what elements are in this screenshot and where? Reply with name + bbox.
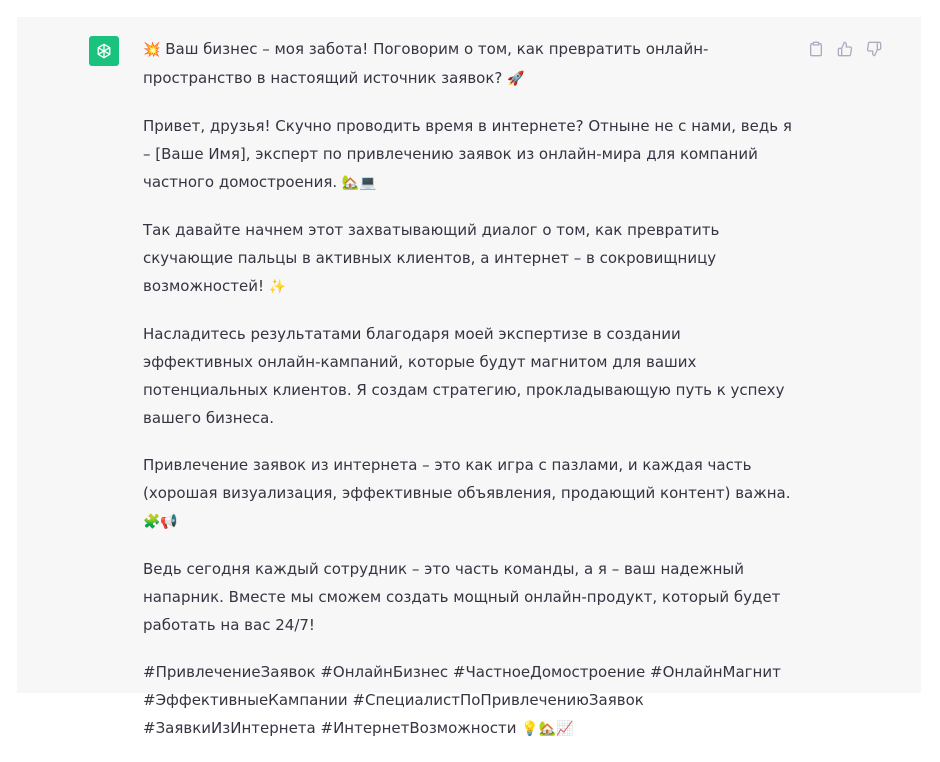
message-paragraph-7 <box>143 658 793 743</box>
message-paragraph-5 <box>143 451 793 536</box>
message-paragraph-6 <box>143 555 793 639</box>
thumbs-up-icon <box>837 41 853 57</box>
house-laptop-emoji: 🏡💻 <box>341 175 377 191</box>
dislike-button[interactable] <box>864 39 884 59</box>
copy-button[interactable] <box>806 39 826 59</box>
collision-emoji: 💥 <box>143 42 161 58</box>
copy-icon <box>808 41 824 57</box>
message-paragraph-2 <box>143 112 793 197</box>
assistant-avatar <box>89 36 119 66</box>
thumbs-down-icon <box>866 41 882 57</box>
message-hashtags: #ПривлечениеЗаявок #ОнлайнБизнес #ЧастноеДомостроение #ОнлайнМагнит #ЭффективныеКампании #СпециалистПоПривлечениюЗаявок #ЗаявкиИзИнтернета #ИнтернетВозможности <box>143 663 781 737</box>
rocket-emoji: 🚀 <box>507 71 525 87</box>
message-text-1: Ваш бизнес – моя забота! Поговорим о том, как превратить онлайн-пространство в настоящий источник заявок? <box>143 40 709 87</box>
message-text-5: Привлечение заявок из интернета – это как игра с пазлами, и каждая часть (хорошая визуализация, эффективные объявления, продающий контент) важна. <box>143 456 791 502</box>
like-button[interactable] <box>835 39 855 59</box>
openai-logo-icon <box>94 41 114 61</box>
sparkles-emoji: ✨ <box>268 279 287 295</box>
puzzle-megaphone-emoji: 🧩📢 <box>143 514 178 530</box>
bulb-house-chart-emoji: 💡🏡📈 <box>521 721 574 737</box>
message-paragraph-3 <box>143 216 793 301</box>
message-text-3: Так давайте начнем этот захватывающий диалог о том, как превратить скучающие пальцы в активных клиентов, а интернет – в сокровищницу возможностей! <box>143 221 720 295</box>
message-actions <box>806 39 884 59</box>
assistant-message-row <box>17 17 921 737</box>
message-text-2: Привет, друзья! Скучно проводить время в интернете? Отныне не с нами, ведь я – [Ваше Имя], эксперт по привлечению заявок из онлайн-мира для компаний частного домостроения. <box>143 117 792 191</box>
message-paragraph-1 <box>143 35 793 93</box>
message-text-4: Насладитесь результатами благодаря моей экспертизе в создании эффективных онлайн-кампаний, которые будут магнитом для ваших потенциальных клиентов. Я создам стратегию, прокладывающую путь к успеху вашего бизнеса. <box>143 325 785 427</box>
assistant-message <box>143 35 793 762</box>
message-text-6: Ведь сегодня каждый сотрудник – это часть команды, а я – ваш надежный напарник. Вместе мы сможем создать мощный онлайн-продукт, который будет работать на вас 24/7! <box>143 560 781 634</box>
message-paragraph-4 <box>143 320 793 432</box>
